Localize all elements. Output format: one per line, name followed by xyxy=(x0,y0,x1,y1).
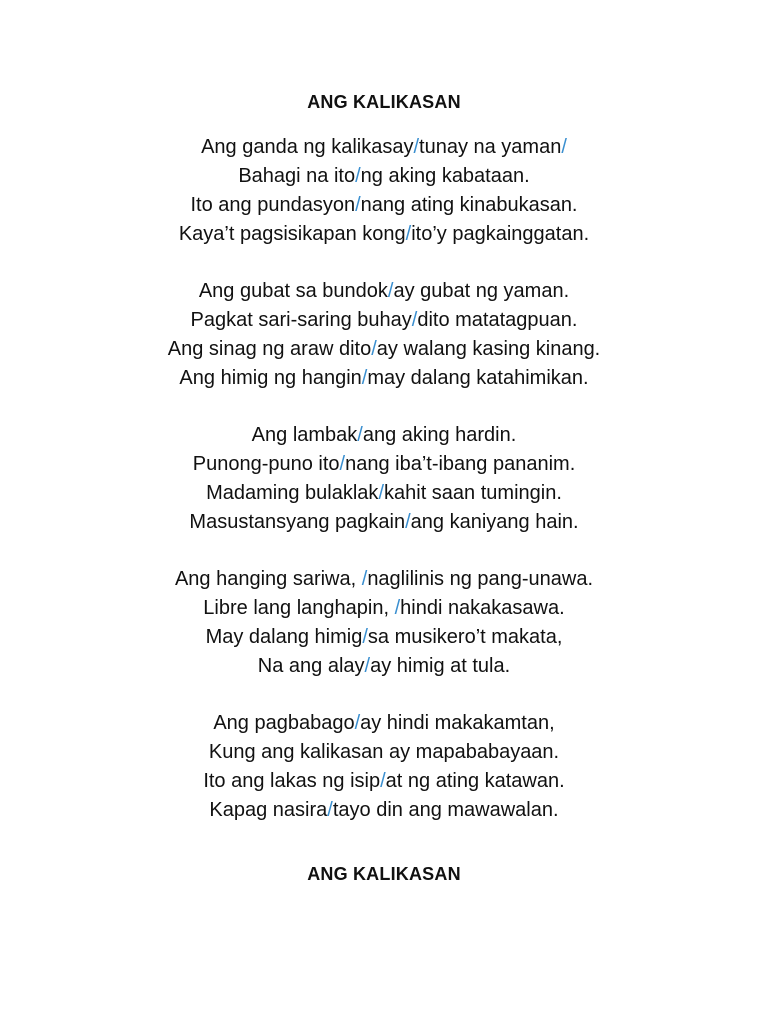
poem-line: Kung ang kalikasan ay mapababayaan. xyxy=(208,741,560,763)
stanza xyxy=(0,709,768,825)
poem-line: May dalang himig/sa musikero’t makata, xyxy=(205,626,563,648)
poem-title: ANG KALIKASAN xyxy=(307,92,461,112)
poem-line: Ang lambak/ang aking hardin. xyxy=(251,424,517,446)
poem-line: Ang ganda ng kalikasay/tunay na yaman/ xyxy=(201,136,567,158)
stanza xyxy=(0,133,768,249)
poem-line: Ito ang pundasyon/nang ating kinabukasan. xyxy=(190,194,578,216)
stanza xyxy=(0,565,768,681)
poem-line: Kapag nasira/tayo din ang mawawalan. xyxy=(209,799,559,821)
stanza xyxy=(0,277,768,393)
poem-line: Ang gubat sa bundok/ay gubat ng yaman. xyxy=(198,280,570,302)
poem-line: Madaming bulaklak/kahit saan tumingin. xyxy=(206,482,562,504)
poem-line: Bahagi na ito/ng aking kabataan. xyxy=(238,165,530,187)
poem-line: Libre lang langhapin, /hindi nakakasawa. xyxy=(203,597,565,619)
poem-line: Punong-puno ito/nang iba’t-ibang pananim. xyxy=(192,453,576,475)
poem-line: Kaya’t pagsisikapan kong/ito’y pagkainggatan. xyxy=(178,223,590,245)
poem-line: Masustansyang pagkain/ang kaniyang hain. xyxy=(189,511,579,533)
poem-line: Pagkat sari-saring buhay/dito matatagpuan. xyxy=(190,309,578,331)
poem-line: Ang sinag ng araw dito/ay walang kasing kinang. xyxy=(167,338,601,360)
poem-body xyxy=(0,133,768,853)
poem-line: Ang pagbabago/ay hindi makakamtan, xyxy=(213,712,555,734)
poem-line: Ang himig ng hangin/may dalang katahimikan. xyxy=(179,367,589,389)
poem-footer-title: ANG KALIKASAN xyxy=(307,864,461,884)
stanza xyxy=(0,421,768,537)
poem-line: Na ang alay/ay himig at tula. xyxy=(257,655,511,677)
poem-line: Ito ang lakas ng isip/at ng ating katawan. xyxy=(203,770,565,792)
poem-line: Ang hanging sariwa, /naglilinis ng pang-unawa. xyxy=(174,568,594,590)
